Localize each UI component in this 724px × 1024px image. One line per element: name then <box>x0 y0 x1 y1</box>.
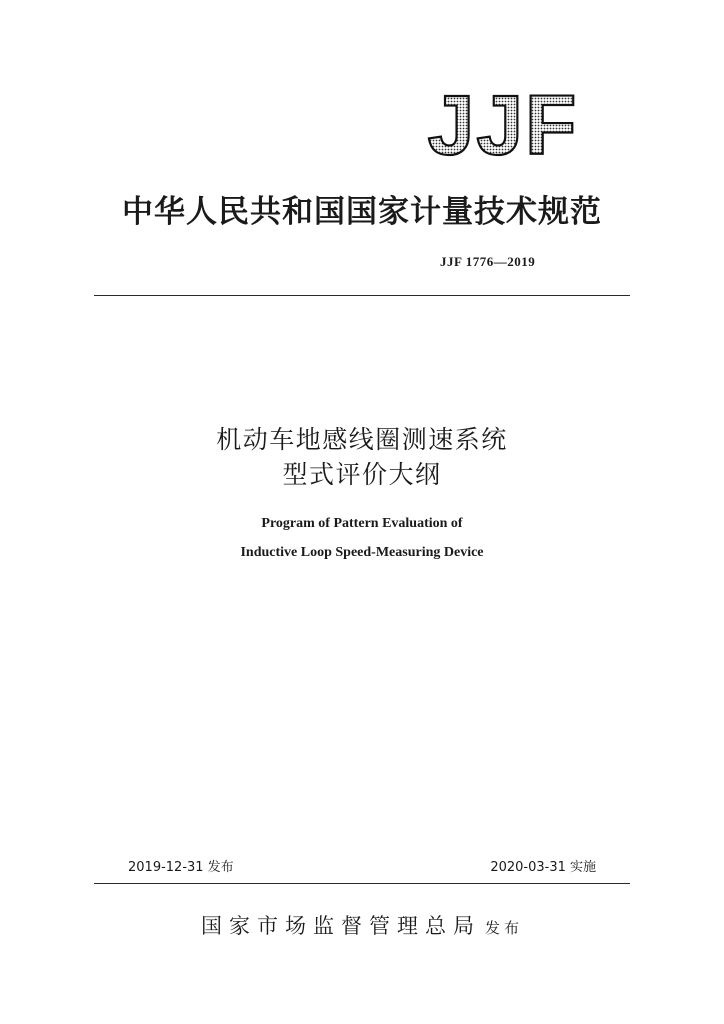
standard-number: JJF 1776—2019 <box>440 254 536 269</box>
issuer-line <box>0 910 724 940</box>
english-title-line-1: Program of Pattern Evaluation of <box>261 516 463 531</box>
bottom-divider <box>94 883 630 884</box>
logo-letters: JJF <box>427 88 579 160</box>
top-divider <box>94 295 630 296</box>
chinese-title-line-2: 型式评价大纲 <box>282 460 442 489</box>
issuer-action: 发布 <box>484 919 523 937</box>
effective-date: 2020-03-31 实施 <box>490 860 596 875</box>
issue-date: 2019-12-31 发布 <box>128 860 234 875</box>
issuer-name: 国家市场监督管理总局 <box>200 914 481 938</box>
jjf-logo <box>414 88 592 160</box>
english-title-line-2: Inductive Loop Speed-Measuring Device <box>240 545 484 560</box>
national-standard-title: 中华人民共和国国家计量技术规范 <box>122 194 602 230</box>
chinese-title-line-1: 机动车地感线圈测速系统 <box>216 425 508 454</box>
